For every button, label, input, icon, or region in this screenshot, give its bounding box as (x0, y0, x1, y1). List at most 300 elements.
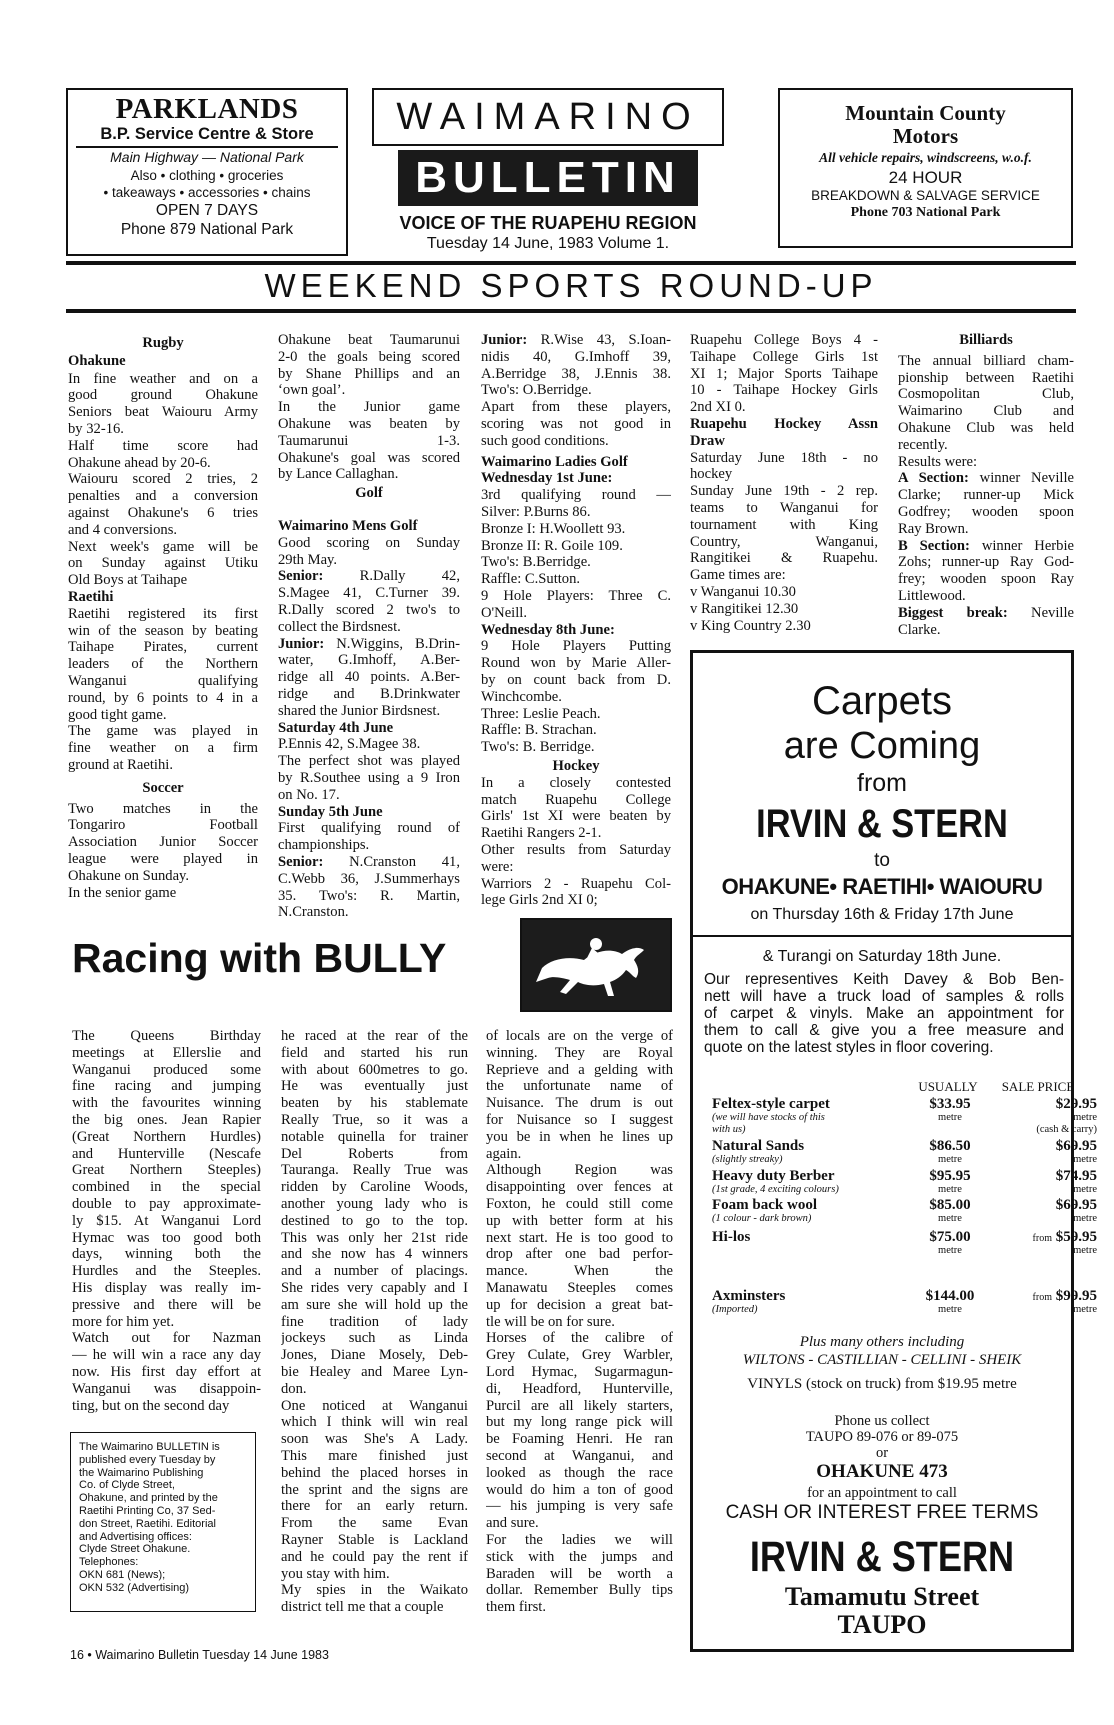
item-name: Foam back wool (712, 1197, 817, 1213)
text-line: Waimarino Club and (898, 403, 1074, 420)
text-line: round, by 6 points to 4 in a (68, 689, 258, 706)
bulletin-top (372, 88, 724, 146)
carpet-ad (690, 650, 1097, 1652)
text-line: am sure she will hold up the (281, 1296, 468, 1313)
text-line: Junior: R.Wise 43, S.Ioan- (481, 332, 671, 348)
text-line: soon was She's A Lady. (281, 1431, 468, 1448)
text-line: next start. He is too good to (486, 1229, 673, 1246)
imprint-box (70, 1432, 256, 1612)
text-line: C.Webb 36, J.Summerhays (278, 870, 460, 887)
motors-phone: Phone 703 National Park (850, 205, 1001, 220)
text-line: hockey (690, 466, 733, 483)
or-text: or (875, 1445, 889, 1461)
text-line: Del Roberts from (281, 1145, 468, 1162)
text-line: don Street, Raetihi. Editorial (79, 1517, 216, 1530)
text-line: nett will have a truck load of samples & rolls (704, 988, 1064, 1005)
coming-heading: are Coming (783, 725, 981, 767)
imprint-text (79, 1441, 255, 1595)
text-line: Next week's game will be (68, 538, 258, 555)
text-line: fine racing and jumping (72, 1078, 261, 1095)
text-line: Winchcombe. (481, 688, 562, 705)
sub-mens-golf: Waimarino Mens Golf (278, 517, 418, 534)
text-line: disappointing over fences at (486, 1179, 673, 1196)
text-line: Clarke; runner-up Mick (898, 487, 1074, 504)
text-line: OKN 681 (News); (79, 1568, 166, 1581)
text-line: Reprieve and a gelding with (486, 1061, 673, 1078)
racing-col-3-text (486, 1028, 673, 1616)
item-usual: $85.00 (929, 1197, 971, 1213)
text-line: water, G.Imhoff, A.Ber- (278, 652, 460, 669)
col-usually: USUALLY (918, 1079, 978, 1094)
text-line: Raetihi Rangers 2-1. (481, 825, 602, 842)
text-line: with the favourites winning (72, 1095, 261, 1112)
text-line: Zohs; runner-up Ray God- (898, 554, 1074, 571)
text-line: against Ohakune's 6 tries (68, 504, 258, 521)
item-sale: $69.95 (1055, 1138, 1097, 1154)
text-line: — he will win a race any day (72, 1347, 261, 1364)
text-line: Wanganui produced some (72, 1061, 261, 1078)
text-line: Two's: O.Berridge. (481, 382, 592, 399)
sub-hockey-assn: Ruapehu Hockey Assn (690, 415, 878, 432)
text-line: Bronze II: R. Goile 109. (481, 537, 623, 554)
item-sale: $69.95 (1055, 1197, 1097, 1213)
text-line: O'Neill. (481, 604, 527, 621)
racing-col-3 (486, 1028, 673, 1616)
rugby-para-2 (68, 606, 258, 774)
junior-golf-results (481, 332, 671, 450)
text-line: the unfortunate name of (486, 1078, 673, 1095)
text-line: In the senior game (68, 884, 177, 901)
text-line: notable quinella for trainer (281, 1128, 468, 1145)
item-sale-note: (cash & carry) (1036, 1124, 1097, 1135)
text-line: Results were: (898, 453, 978, 470)
text-line: good tight game. (68, 706, 167, 723)
text-line: now. His first day effort at (72, 1363, 261, 1380)
text-line: them first. (486, 1599, 546, 1616)
text-line: Two's: B.Berridge. (481, 554, 591, 571)
text-line: Girls' 1st XI were beaten by (481, 808, 671, 825)
section-title: WEEKEND SPORTS ROUND-UP (264, 267, 878, 304)
text-line: of locals are on the verge of (486, 1028, 673, 1044)
text-line: tournament with King (690, 516, 878, 533)
text-line: In a closely contested (481, 774, 671, 791)
text-line: ridge and B.Drinkwater (278, 685, 460, 702)
item-name: Axminsters (712, 1288, 786, 1304)
text-line: Ohakune Club was held (898, 419, 1074, 436)
text-line: First qualifying round of (278, 820, 460, 837)
text-line: 2-0 the goals being scored (278, 348, 460, 365)
text-line: win of the season by beating (68, 622, 258, 639)
item-from: from (1032, 1233, 1052, 1244)
text-line: were: (481, 858, 514, 875)
text-line: you be in when he lines up (486, 1128, 673, 1145)
text-line: His display was really im- (72, 1279, 261, 1296)
motors-services: All vehicle repairs, windscreens, w.o.f. (819, 150, 1032, 165)
text-line: Tauranga. Really True was (281, 1162, 468, 1179)
text-line: them to call & give you a free measure and (704, 1022, 1064, 1039)
taupo-phone: TAUPO 89-076 or 89-075 (805, 1429, 959, 1445)
text-line: Apart from these players, (481, 399, 671, 416)
text-line: Really True, so it was a (281, 1111, 468, 1128)
text-line: N.Cranston. (278, 904, 349, 921)
text-line: He was eventually just (281, 1078, 468, 1095)
collect-text: Phone us collect (834, 1413, 930, 1429)
text-line: drop after one bad perfor- (486, 1246, 673, 1263)
billiards-intro (898, 353, 1074, 471)
text-line: ground at Raetihi. (68, 756, 173, 773)
text-line: Raetihi Printing Co, 37 Sed- (79, 1504, 216, 1517)
hockey-draw-details (690, 450, 878, 635)
soccer-continued (278, 332, 460, 483)
racehorse-icon (522, 920, 670, 1010)
item-sale-unit: metre (1073, 1184, 1097, 1195)
text-line: Warriors 2 - Ruapehu Col- (481, 875, 671, 892)
text-line: but my long range pick will (486, 1414, 673, 1431)
heading-rugby: Rugby (142, 335, 184, 351)
text-line: destined to go to the top. (281, 1212, 468, 1229)
brand-irvin-stern: IRVIN & STERN (756, 802, 1008, 846)
text-line: Jones, Diane Mosely, Deb- (281, 1347, 468, 1364)
billiards-results (898, 470, 1074, 638)
text-line: looked as though the race (486, 1464, 673, 1481)
text-line: Raffle: B. Strachan. (481, 722, 597, 739)
text-line: Raffle: C.Sutton. (481, 571, 581, 588)
text-line: Tongariro Football (68, 817, 258, 834)
heading-golf: Golf (355, 485, 383, 502)
motors-service2: BREAKDOWN & SALVAGE SERVICE (811, 188, 1040, 203)
text-line: by 32-16. (68, 420, 124, 437)
text-line: The annual billiard cham- (898, 352, 1074, 369)
text-line: beaten by his stablemate (281, 1095, 468, 1112)
text-line: leaders of the Northern (68, 656, 258, 673)
racing-title: Racing with BULLY (72, 935, 447, 981)
text-line: you stay with him. (281, 1565, 390, 1582)
text-line: and 4 conversions. (68, 521, 178, 538)
item-name: Hi-los (712, 1229, 751, 1245)
section-rule-bottom (66, 309, 1076, 313)
text-line: and he could pay the rent if (281, 1548, 468, 1565)
text-line: 29th May. (278, 551, 338, 568)
text-line: jockeys such as Linda (281, 1330, 468, 1347)
parklands-ad (66, 88, 348, 256)
text-line: shared the Junior Birdsnest. (278, 702, 441, 719)
text-line: Rangitikei & Ruapehu. (690, 550, 878, 567)
item-sale-unit: metre (1073, 1245, 1097, 1256)
ad-divider (693, 935, 1071, 937)
text-line: pressive and there will be (72, 1296, 261, 1313)
text-line: Silver: P.Burns 86. (481, 503, 591, 520)
text-line: di, Headford, Hunterville, (486, 1380, 673, 1397)
text-line: ridge all 40 points. A.Ber- (278, 669, 460, 686)
bulletin-masthead (372, 88, 724, 256)
text-line: From the same Evan (281, 1515, 468, 1532)
text-line: of carpet & vinyls. Make an appointment for (704, 1005, 1064, 1022)
text-line: Junior: N.Wiggins, B.Drin- (278, 635, 460, 652)
text-line: Seniors beat Waiouru Army (68, 404, 258, 421)
text-line: lege Girls 2nd XI 0; (481, 892, 598, 909)
text-line: more for him yet. (72, 1313, 175, 1330)
text-line: Taihape College Girls 1st (690, 348, 878, 365)
text-line: (Great Northern Hurdles) (72, 1128, 261, 1145)
item-unit: metre (938, 1304, 962, 1315)
item-note: (1 colour - dark brown) (712, 1213, 812, 1224)
vinyls-text: VINYLS (stock on truck) from $19.95 metre (747, 1376, 1017, 1392)
text-line: by on count back from D. (481, 671, 671, 688)
text-line: quote on the latest styles in floor covering. (704, 1039, 994, 1056)
text-line: My spies in the Waikato (281, 1582, 468, 1599)
text-line: such good conditions. (481, 432, 609, 449)
text-line: Senior: R.Dally 42, (278, 568, 460, 585)
text-line: The perfect shot was played (278, 753, 460, 770)
sunday-results (278, 820, 460, 921)
text-line: Game times are: (690, 567, 786, 584)
text-line: Grey Culate, Grey Warbler, (486, 1347, 673, 1364)
item-unit: metre (938, 1112, 962, 1123)
text-line: and Advertising offices: (79, 1530, 192, 1543)
text-line: This mare finished just (281, 1447, 468, 1464)
text-line: Hurdles and the Steeples. (72, 1263, 261, 1280)
item-sale-wrap (1007, 1288, 1097, 1305)
terms-text: CASH OR INTEREST FREE TERMS (725, 1502, 1039, 1523)
item-name: Feltex-style carpet (712, 1096, 830, 1112)
sub-wednesday-1st: Wednesday 1st June: (481, 470, 613, 487)
text-line: Good scoring on Sunday (278, 534, 460, 551)
text-line: Cosmopolitan Club, (898, 386, 1074, 403)
text-line: published every Tuesday by (79, 1453, 216, 1466)
brands-text: WILTONS - CASTILLIAN - CELLINI - SHEIK (742, 1352, 1022, 1368)
text-line: nidis 40, G.Imhoff 39, (481, 348, 671, 365)
text-line: P.Ennis 42, S.Magee 38. (278, 736, 421, 753)
text-line: A Section: winner Neville (898, 470, 1074, 487)
text-line: good ground Ohakune (68, 387, 258, 404)
sub-ohakune: Ohakune (68, 352, 126, 369)
text-line: Purcil are all likely starters, (486, 1397, 673, 1414)
sub-wednesday-8th: Wednesday 8th June: (481, 621, 615, 638)
text-line: Two matches in the (68, 800, 258, 817)
item-name: Heavy duty Berber (712, 1168, 835, 1184)
text-line: be Foaming Henri. He ran (486, 1431, 673, 1448)
section-rule-top (66, 261, 1076, 265)
street-text: Tamamutu Street (784, 1582, 980, 1611)
text-line: v Rangitikei 12.30 (690, 600, 799, 617)
to-text: to (874, 850, 890, 871)
text-line: 9 Hole Players: Three C. (481, 587, 671, 604)
text-line: with about 600metres to go. (281, 1061, 468, 1078)
turangi-text: & Turangi on Saturday 18th June. (762, 948, 1002, 965)
sub-draw: Draw (690, 432, 725, 449)
text-line: fine tradition of lady (281, 1313, 468, 1330)
item-name: Natural Sands (712, 1138, 805, 1154)
text-line: by R.Southee using a 9 Iron (278, 769, 460, 786)
text-line: and sure. (486, 1515, 539, 1532)
text-line: The game was played in (68, 723, 258, 740)
ladies-golf-results (481, 487, 671, 621)
text-line: on Sunday against Utiku (68, 555, 258, 572)
text-line: and she now has 4 winners (281, 1246, 468, 1263)
motors-title: Mountain County (845, 101, 1006, 125)
text-line: B Section: winner Herbie (898, 537, 1074, 554)
text-line: which I think will win real (281, 1414, 468, 1431)
soccer-para (68, 801, 258, 902)
price-list (712, 1096, 1097, 1276)
text-line: teams to Wanganui for (690, 499, 878, 516)
text-line: For the ladies we will (486, 1531, 673, 1548)
item-unit: metre (938, 1154, 962, 1165)
racing-col-2 (281, 1028, 468, 1616)
text-line: Round won by Marie Aller- (481, 655, 671, 672)
price-row-axminsters (712, 1288, 1097, 1328)
item-sale: $74.95 (1055, 1168, 1097, 1184)
text-line: by Shane Phillips and an (278, 365, 460, 382)
item-note: (1st grade, 4 exciting colours) (712, 1184, 839, 1195)
text-line: Old Boys at Taihape (68, 572, 188, 589)
col-ladies-golf (481, 332, 671, 909)
text-line: In the Junior game (278, 399, 460, 416)
text-line: Telephones: (79, 1556, 139, 1569)
text-line: Hymac was too good both (72, 1229, 261, 1246)
item-unit: metre (938, 1184, 962, 1195)
item-sale: $59.95 (1055, 1229, 1097, 1245)
text-line: by Lance Callaghan. (278, 466, 399, 483)
text-line: Watch out for Nazman (72, 1330, 261, 1347)
text-line: The Queens Birthday (72, 1028, 261, 1044)
item-note: (Imported) (712, 1304, 758, 1315)
col-billiards (898, 332, 1074, 638)
text-line: league were played in (68, 850, 258, 867)
text-line: Country, Wanganui, (690, 533, 878, 550)
text-line: Taihape Pirates, current (68, 639, 258, 656)
text-line: Lord Hymac, Sugarmagun- (486, 1363, 673, 1380)
text-line: scoring was not good in (481, 415, 671, 432)
text-line: mance. When the (486, 1263, 673, 1280)
text-line: don. (281, 1380, 307, 1397)
text-line: Biggest break: Neville (898, 604, 1074, 621)
text-line: 10 - Taihape Hockey Girls (690, 382, 878, 399)
item-sale-unit: metre (1073, 1213, 1097, 1224)
col-rugby (68, 335, 258, 901)
text-line: he raced at the rear of the (281, 1028, 468, 1044)
item-sale-wrap (1007, 1229, 1097, 1246)
city-text: TAUPO (837, 1610, 927, 1639)
text-line: again. (486, 1145, 522, 1162)
text-line: recently. (898, 436, 948, 453)
text-line: bie Healey and Maree Lyn- (281, 1363, 468, 1380)
text-line: Baraden will be worth a (486, 1565, 673, 1582)
item-unit: metre (938, 1245, 962, 1256)
text-line: for Nuisance so I suggest (486, 1111, 673, 1128)
text-line: field and started his run (281, 1044, 468, 1061)
towns-text: OHAKUNE• RAETIHI• WAIOURU (721, 874, 1043, 899)
carpets-heading: Carpets (811, 679, 953, 723)
heading-hockey: Hockey (552, 757, 600, 774)
bulletin-tagline: VOICE OF THE RUAPEHU REGION (399, 213, 697, 233)
text-line: R.Dally scored 2 two's to (278, 601, 460, 618)
text-line: fine weather on a firm (68, 740, 258, 757)
text-line: and a number of placings. (281, 1263, 468, 1280)
from-text: from (857, 769, 907, 797)
text-line: Bronze I: H.Woollett 93. (481, 520, 626, 537)
text-line: district tell me that a couple (281, 1599, 444, 1616)
text-line: 35. Two's: R. Martin, (278, 887, 460, 904)
text-line: Saturday June 18th - no (690, 449, 878, 466)
text-line: frey; wooden spoon Ray (898, 571, 1074, 588)
text-line: Ohakune ahead by 20-6. (68, 454, 211, 471)
item-sale: $29.95 (1055, 1096, 1097, 1112)
text-line: Rayner Stable is Lackland (281, 1531, 468, 1548)
text-line: Raetihi registered its first (68, 605, 258, 622)
item-sale-unit: metre (1073, 1304, 1097, 1315)
text-line: Clarke. (898, 621, 941, 638)
text-line: OKN 532 (Advertising) (79, 1581, 190, 1594)
text-line: Ohakune's goal was scored (278, 449, 460, 466)
sub-raetihi: Raetihi (68, 588, 114, 605)
text-line: Although Region was (486, 1162, 673, 1179)
text-line: Littlewood. (898, 587, 966, 604)
parklands-phone: Phone 879 National Park (120, 221, 294, 238)
text-line: penalties and a conversion (68, 488, 258, 505)
text-line: Ohakune, and printed by the (79, 1492, 218, 1505)
putting-results (481, 638, 671, 756)
item-usual: $95.95 (929, 1168, 971, 1184)
text-line: v Wanganui 10.30 (690, 583, 796, 600)
parklands-subtitle: B.P. Service Centre & Store (100, 125, 314, 143)
dates-text: on Thursday 16th & Friday 17th June (750, 906, 1014, 923)
text-line: Taumarunui 1-3. (278, 432, 460, 449)
text-line: v King Country 2.30 (690, 617, 811, 634)
text-line: 2nd XI 0. (690, 399, 746, 416)
item-note2: with us) (712, 1124, 746, 1135)
text-line: In fine weather and on a (68, 370, 258, 387)
col-hockey-draw (690, 332, 878, 634)
heading-billiards: Billiards (959, 332, 1013, 348)
text-line: Wanganui qualifying (68, 672, 258, 689)
text-line: ridden by Caroline Woods, (281, 1179, 468, 1196)
bulletin-date: Tuesday 14 June, 1983 Volume 1. (426, 235, 670, 252)
text-line: ‘own goal’. (278, 382, 346, 399)
text-line: Ohakune was beaten by (278, 415, 460, 432)
item-usual: $75.00 (929, 1229, 971, 1245)
item-from: from (1032, 1292, 1052, 1303)
text-line: and Hunterville (Nescafe (72, 1145, 261, 1162)
heading-soccer: Soccer (142, 779, 184, 796)
bulletin-top-text: WAIMARINO (396, 96, 700, 138)
text-line: Ohakune beat Taumarunui (278, 332, 460, 348)
text-line: up for decision a great bat- (486, 1296, 673, 1313)
text-line: Great Northern Steeples) (72, 1162, 261, 1179)
text-line: Godfrey; wooden spoon (898, 503, 1074, 520)
text-line: Two's: B. Berridge. (481, 739, 595, 756)
text-line: second at Wanganui, and (486, 1447, 673, 1464)
text-line: Ray Brown. (898, 520, 969, 537)
text-line: Ohakune on Sunday. (68, 867, 190, 884)
text-line: meetings at Ellerslie and (72, 1044, 261, 1061)
ad-body (704, 971, 1064, 1056)
text-line: ting, but on the second day (72, 1397, 230, 1414)
parklands-line1: Also • clothing • groceries (130, 168, 284, 183)
sub-ladies-golf: Waimarino Ladies Golf (481, 453, 628, 470)
text-line: She rides very capably and I (281, 1279, 468, 1296)
text-line: A.Berridge 38, J.Ennis 38. (481, 365, 671, 382)
racing-horse-logo (520, 918, 672, 1012)
col-sale-price: SALE PRICE (1001, 1079, 1075, 1094)
text-line: Other results from Saturday (481, 841, 671, 858)
item-usual: $33.95 (929, 1096, 971, 1112)
brand-irvin-stern-2: IRVIN & STERN (749, 1533, 1015, 1581)
bulletin-logo (398, 150, 698, 206)
text-line: stick with the jumps and (486, 1548, 673, 1565)
item-sale-unit: metre (1073, 1154, 1097, 1165)
rugby-para-1 (68, 371, 258, 589)
